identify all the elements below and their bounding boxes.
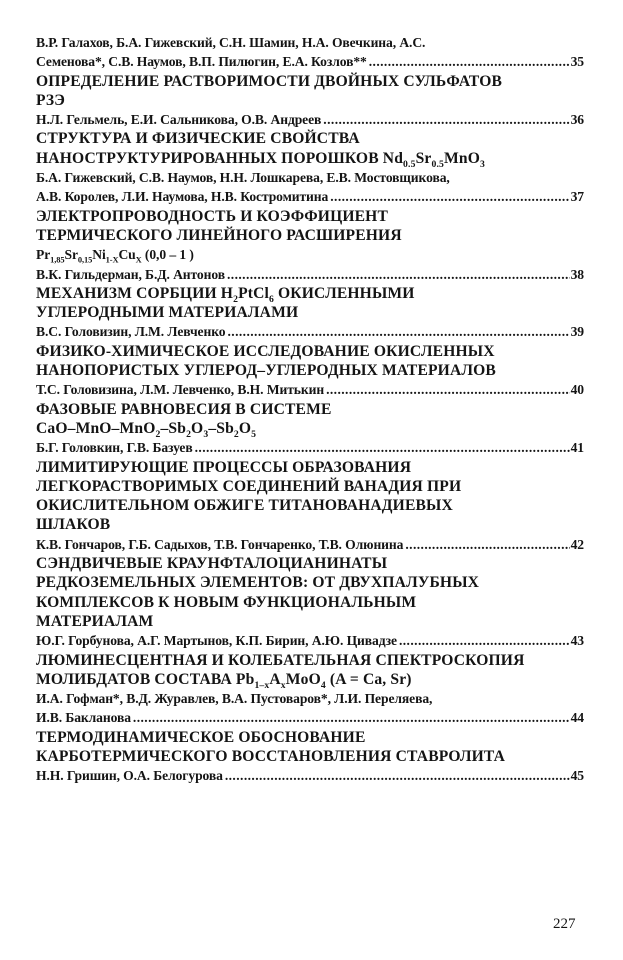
toc-title-line: CaO–$MnO-MnO_2-Sb_2O_3-Sb_2O_5$ — [36, 419, 257, 439]
toc-authors-line — [36, 187, 584, 206]
toc-authors-text: Семенова*, С.В. Наумов, В.П. Пилюгин, Е.А. Козлов** — [36, 54, 367, 70]
toc-page-number: 40 — [570, 382, 584, 398]
toc-title-line: ЛЮМИНЕСЦЕНТНАЯ И КОЛЕБАТЕЛЬНАЯ СПЕКТРОСКОПИЯ — [36, 651, 525, 669]
toc-title-line: РЗЭ — [36, 91, 65, 109]
dot-leader — [367, 52, 570, 71]
toc-authors-text: Б.Г. Головкин, Г.В. Базуев — [36, 440, 193, 456]
toc-title-line: ФАЗОВЫЕ РАВНОВЕСИЯ В СИСТЕМЕ — [36, 400, 332, 418]
toc-page-number: 35 — [570, 54, 584, 70]
toc-authors-line — [36, 631, 584, 650]
dot-leader — [131, 708, 570, 727]
dot-leader — [193, 438, 570, 457]
toc-page-number: 42 — [570, 536, 584, 552]
toc-authors-text: А.В. Королев, Л.И. Наумова, Н.В. Костромитина — [36, 189, 329, 205]
toc-title-line: УГЛЕРОДНЫМИ МАТЕРИАЛАМИ — [36, 304, 299, 322]
toc-title-line: ОКИСЛИТЕЛЬНОМ ОБЖИГЕ ТИТАНОВАНАДИЕВЫХ — [36, 497, 453, 515]
dot-leader — [328, 187, 569, 206]
dot-leader — [223, 766, 570, 785]
toc-authors-text: В.С. Головизин, Л.М. Левченко — [36, 324, 226, 340]
toc-page-number: 37 — [570, 189, 584, 205]
toc-title-line: МАТЕРИАЛАМ — [36, 612, 154, 630]
page-number: 227 — [553, 916, 576, 932]
toc-authors-line: $Pr_{1,85}Sr_{0,15}Ni_{1-X}Cu_X$ (0,0 – 1 ) — [36, 247, 194, 265]
toc-title-line: ТЕРМОДИНАМИЧЕСКОЕ ОБОСНОВАНИЕ — [36, 728, 366, 746]
toc-authors-text: Т.С. Головизина, Л.М. Левченко, В.Н. Митькин — [36, 382, 325, 398]
dot-leader — [321, 110, 569, 129]
toc-page-number: 45 — [570, 768, 584, 784]
toc-authors-line — [36, 265, 584, 284]
toc-title-line: ФИЗИКО-ХИМИЧЕСКОЕ ИССЛЕДОВАНИЕ ОКИСЛЕННЫХ — [36, 342, 495, 360]
dot-leader — [403, 535, 569, 554]
toc-authors-line: Б.А. Гижевский, С.В. Наумов, Н.Н. Лошкарева, Е.В. Мостовщикова, — [36, 170, 450, 186]
toc-authors-line — [36, 535, 584, 554]
toc-page-number: 44 — [570, 710, 584, 726]
toc-title-line: НАНОПОРИСТЫХ УГЛЕРОД–УГЛЕРОДНЫХ МАТЕРИАЛОВ — [36, 362, 496, 380]
toc-page-number: 36 — [570, 112, 584, 128]
toc-title-line: ЛЕГКОРАСТВОРИМЫХ СОЕДИНЕНИЙ ВАНАДИЯ ПРИ — [36, 477, 462, 495]
toc-authors-line — [36, 438, 584, 457]
toc-title-line: РЕДКОЗЕМЕЛЬНЫХ ЭЛЕМЕНТОВ: ОТ ДВУХПАЛУБНЫХ — [36, 574, 480, 592]
table-of-contents — [36, 33, 584, 786]
toc-authors-line — [36, 380, 584, 399]
toc-authors-text: К.В. Гончаров, Г.Б. Садыхов, Т.В. Гончаренко, Т.В. Олюнина — [36, 536, 404, 552]
toc-title-line: МЕХАНИЗМ СОРБЦИИ $H_2PtCl_6$ ОКИСЛЕННЫМИ — [36, 284, 415, 304]
toc-authors-line — [36, 766, 584, 785]
toc-title-line: ТЕРМИЧЕСКОГО ЛИНЕЙНОГО РАСШИРЕНИЯ — [36, 226, 402, 244]
toc-title-line: ЛИМИТИРУЮЩИЕ ПРОЦЕССЫ ОБРАЗОВАНИЯ — [36, 458, 412, 476]
toc-title-line: КАРБОТЕРМИЧЕСКОГО ВОССТАНОВЛЕНИЯ СТАВРОЛИТА — [36, 747, 506, 765]
toc-title-line: КОМПЛЕКСОВ К НОВЫМ ФУНКЦИОНАЛЬНЫМ — [36, 593, 417, 611]
toc-title-line: СТРУКТУРА И ФИЗИЧЕСКИЕ СВОЙСТВА — [36, 130, 360, 148]
toc-authors-line — [36, 708, 584, 727]
toc-authors-line — [36, 110, 584, 129]
toc-authors-text: Н.Н. Гришин, О.А. Белогурова — [36, 768, 223, 784]
toc-title-line: ЭЛЕКТРОПРОВОДНОСТЬ И КОЭФФИЦИЕНТ — [36, 207, 389, 225]
dot-leader — [225, 322, 569, 341]
toc-authors-text: И.В. Бакланова — [36, 710, 131, 726]
toc-authors-text: Н.Л. Гельмель, Е.И. Сальникова, О.В. Андреев — [36, 112, 322, 128]
toc-title-line: ШЛАКОВ — [36, 516, 111, 534]
toc-page-number: 39 — [570, 324, 584, 340]
toc-authors-line: В.Р. Галахов, Б.А. Гижевский, С.Н. Шамин, Н.А. Овечкина, А.С. — [36, 35, 426, 50]
toc-authors-line — [36, 52, 584, 71]
toc-page-number: 41 — [570, 440, 584, 456]
toc-title-line: СЭНДВИЧЕВЫЕ КРАУНФТАЛОЦИАНИНАТЫ — [36, 555, 388, 573]
dot-leader — [324, 380, 570, 399]
dot-leader — [397, 631, 570, 650]
toc-title-line: НАНОСТРУКТУРИРОВАННЫХ ПОРОШКОВ $Nd_{0.5}Sr_{0.5}MnO_3$ — [36, 149, 485, 169]
dot-leader — [225, 265, 570, 284]
toc-authors-line — [36, 322, 584, 341]
toc-title-line: МОЛИБДАТОВ СОСТАВА $Pb_{1-x}A_xMoO_4$ (A = Ca, Sr) — [36, 670, 412, 690]
toc-title-line: ОПРЕДЕЛЕНИЕ РАСТВОРИМОСТИ ДВОЙНЫХ СУЛЬФАТОВ — [36, 72, 503, 90]
toc-authors-text: Ю.Г. Горбунова, А.Г. Мартынов, К.П. Бирин, А.Ю. Цивадзе — [36, 633, 397, 649]
toc-authors-line: И.А. Гофман*, В.Д. Журавлев, В.А. Пустоваров*, Л.И. Переляева, — [36, 691, 433, 707]
toc-authors-text: В.К. Гильдерман, Б.Д. Антонов — [36, 266, 225, 282]
toc-page-number: 38 — [570, 266, 584, 282]
toc-page-number: 43 — [570, 633, 584, 649]
